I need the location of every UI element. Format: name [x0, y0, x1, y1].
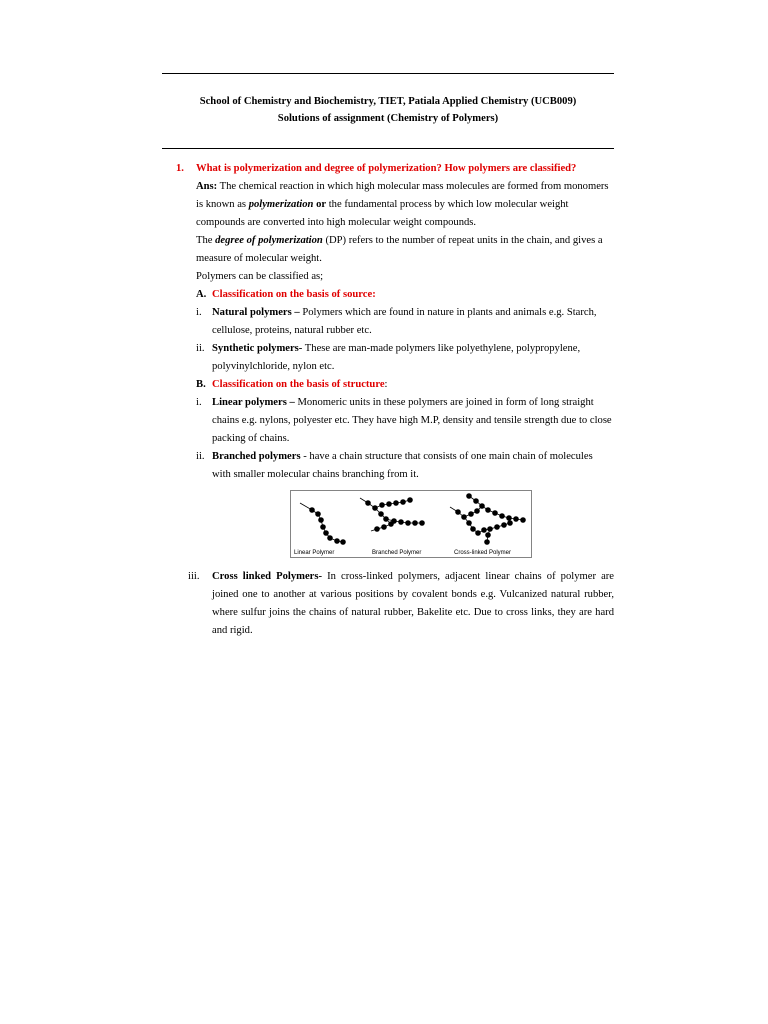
question-1 — [162, 160, 614, 178]
section-a-item: i. Natural polymers – Polymers which are found in nature in plants and animals e.g. Starch, cellulose, proteins, natural rubber etc. — [196, 307, 597, 336]
dp-term: degree of polymerization — [215, 235, 323, 246]
caption-cross-linked: Cross-linked Polymer — [454, 550, 512, 556]
section-a-title: Classification on the basis of source: — [212, 289, 376, 300]
question-text: What is polymerization and degree of polymerization? How polymers are classified? — [196, 163, 577, 174]
polymer-diagram — [290, 490, 532, 558]
document-header — [162, 93, 614, 127]
header-line-1: School of Chemistry and Biochemistry, TIET, Patiala Applied Chemistry (UCB009) — [199, 96, 577, 107]
section-b-item: i. Linear polymers – Monomeric units in these polymers are joined in form of long straight chains e.g. nylons, polyester etc. They have high M.P, density and tensile strength due to close packing of chains. — [196, 397, 612, 444]
section-b-marker: B. — [196, 379, 206, 390]
header-bottom-rule — [162, 148, 614, 149]
section-b-item: iii. Cross linked Polymers- In cross-linked polymers, adjacent linear chains of polymer are joined one to another at various positions by covalent bonds e.g. Vulcanized natural rubber, where sulfur joins the chains of natural rubber, Bakelite etc. Due to cross links, they are hard and rigid. — [188, 571, 614, 636]
header-line-2: Solutions of assignment (Chemistry of Polymers) — [277, 113, 499, 124]
document-body — [162, 160, 614, 640]
question-number: 1. — [176, 163, 184, 174]
section-a-item: ii. Synthetic polymers- These are man-made polymers like polyethylene, polypropylene, polyvinylchloride, nylon etc. — [196, 343, 581, 372]
top-rule — [162, 73, 614, 74]
ans-label: Ans: — [196, 181, 218, 192]
caption-branched: Branched Polymer — [372, 550, 422, 556]
section-b-title: Classification on the basis of structure — [212, 379, 385, 390]
polymer-structures-figure — [162, 490, 614, 562]
section-a-marker: A. — [196, 289, 207, 300]
section-b-item: ii. Branched polymers - have a chain structure that consists of one main chain of molecules with smaller molecular chains branching from it. — [196, 451, 593, 480]
section-b-heading: B. Classification on the basis of structure: — [162, 376, 614, 394]
polymerization-term: polymerization — [248, 199, 314, 210]
answer-paragraph-3: Polymers can be classified as; — [196, 271, 324, 282]
answer-paragraph-2: The degree of polymerization (DP) refers to the number of repeat units in the chain, and gives a measure of molecular weight. — [196, 235, 603, 264]
caption-linear: Linear Polymer — [294, 550, 335, 556]
answer-paragraph-1: Ans: The chemical reaction in which high molecular mass molecules are formed from monomers is known as polymerization or the fundamental process by which low molecular weight compounds are converted into high molecular weight compounds. — [196, 181, 609, 228]
section-a-heading — [162, 286, 614, 304]
